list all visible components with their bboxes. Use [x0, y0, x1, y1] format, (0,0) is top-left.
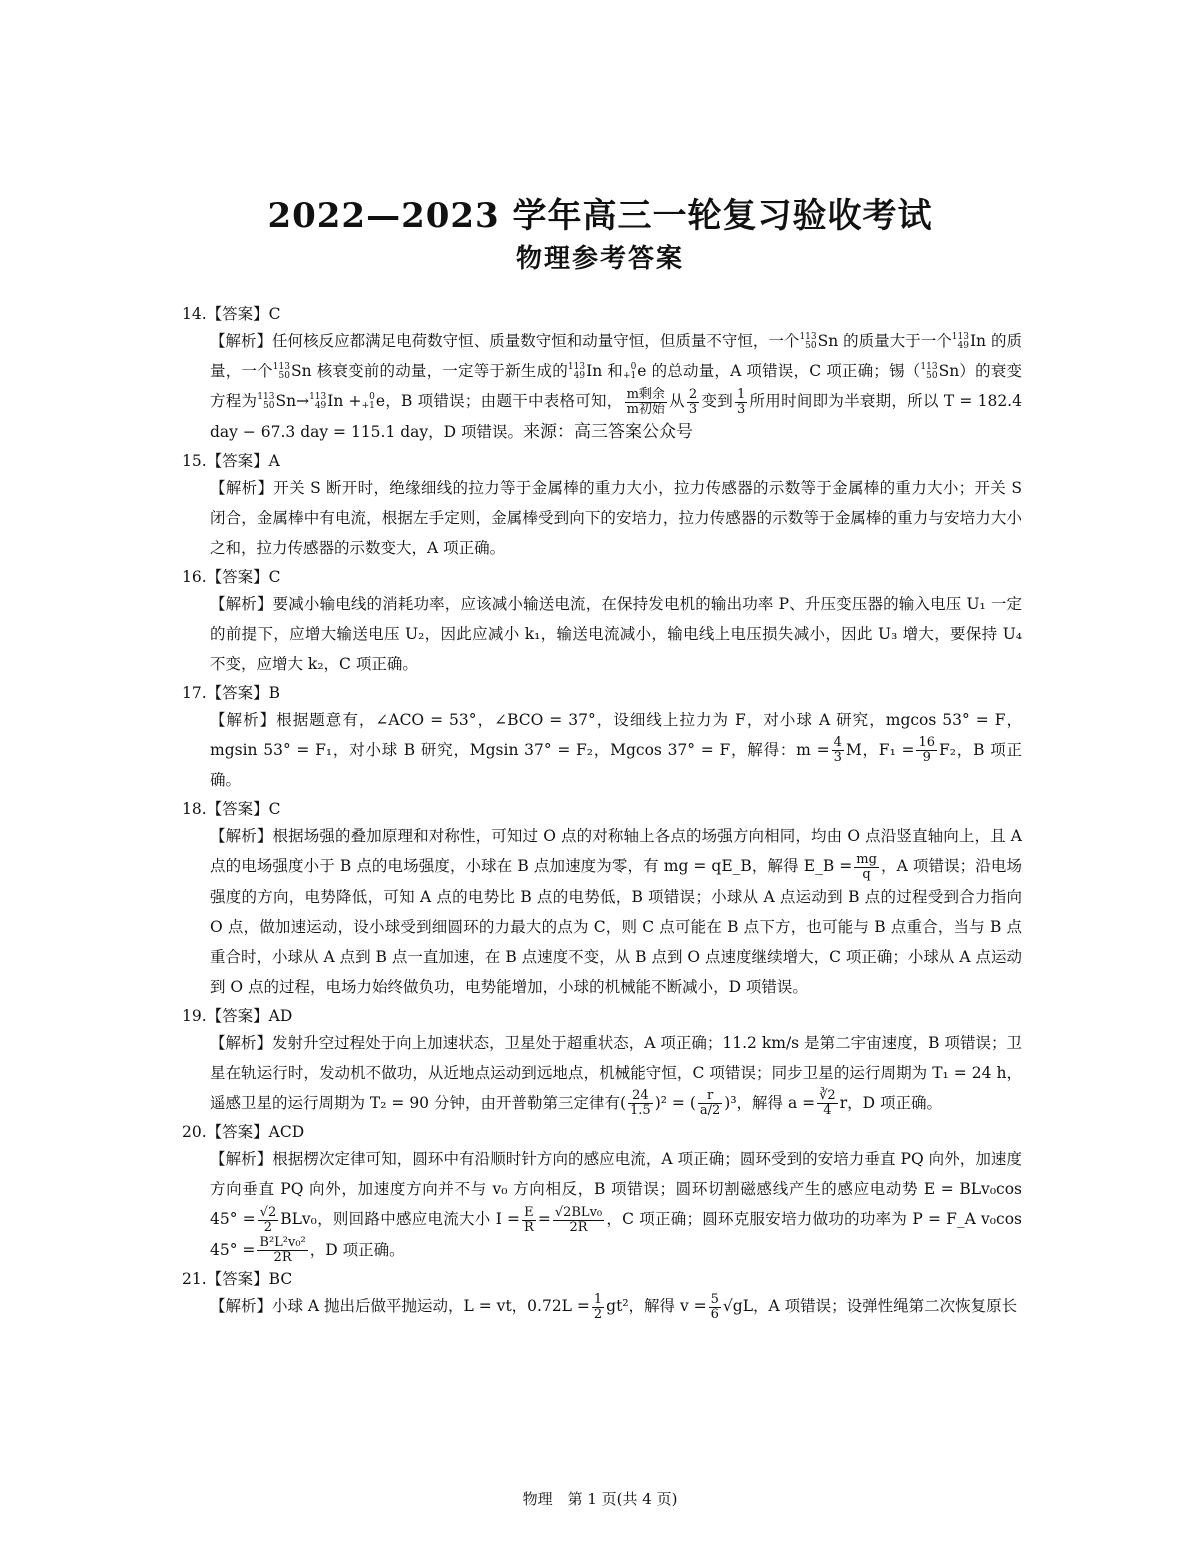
- question-14-answer: 14.【答案】C: [182, 305, 281, 323]
- question-15-analysis: 【解析】开关 S 断开时，绝缘细线的拉力等于金属棒的重力大小，拉力传感器的示数等于金属棒的重力大小；开关 S 闭合，金属棒中有电流，根据左手定则，金属棒受到向下的安培力，拉力传感器的示数等于金属棒的重力与安培力大小之和，拉力传感器的示数变大，A 项正确。: [210, 478, 1022, 557]
- page-subtitle: 物理参考答案: [515, 244, 684, 274]
- question-17-analysis: 【解析】根据题意有，∠ACO = 53°，∠BCO = 37°，设细线上拉力为 F，对小球 A 研究，mgcos 53° = F，mgsin 53° = F₁，对小球 B 研究，Mgsin 37° = F₂，Mgcos 37° = F，解得：m = $\frac{4}{3}$ M，F₁ = $\frac{16}{9}$ F₂，B 项正确。: [210, 710, 1022, 789]
- answer-content: [182, 300, 1022, 1322]
- question-21-analysis: 【解析】小球 A 抛出后做平抛运动，L = vt，0.72L = $\frac{1}{2}$ gt²，解得 v = $\frac{5}{6}$ √gL，A 项错误；设弹性绳第二次恢复原长: [210, 1291, 1018, 1322]
- question-17-answer: 17.【答案】B: [182, 683, 281, 702]
- question-18-answer: 18.【答案】C: [182, 800, 281, 818]
- question-18-analysis: 【解析】根据场强的叠加原理和对称性，可知过 O 点的对称轴上各点的场强方向相同，均由 O 点沿竖直轴向上，且 A 点的电场强度小于 B 点的电场强度，小球在 B 点加速度为零，有 mg = qE_B，解得 E_B = $\frac{mg}{q}$ ，A 项错误；沿电场强度的方向，电势降低，可知 A 点的电势比 B 点的电势低，B 项错误；小球从 A 点运动到 B 点的过程受到合力指向 O 点，做加速运动，设小球受到细圆环的力最大的点为 C，则 C 点可能在 B 点下方，也可能与 B 点重合，当与 B 点重合时，小球从 A 点到 B 点一直加速，在 B 点速度不变，从 B 点到 O 点速度继续增大，C 项正确；小球从 A 点运动到 O 点的过程，电场力始终做负功，电势能增加，小球的机械能不断减小，D 项错误。: [210, 827, 1022, 996]
- question-14-analysis: 【解析】任何核反应都满足电荷数守恒、质量数守恒和动量守恒，但质量不守恒，一个 113 50 Sn 的质量大于一个 113 49 In 的质量，一个 113 50 Sn 核衰变前的动量，一定等于新生成的 113 49 In 和 0 +1 e 的总动量，A 项错误，C 项正确；锡（ 113 50 Sn）的衰变方程为 113 50 Sn→ 113 49 In + 0 +1 e，B 项错误；由题干中表格可知， $\frac{\text{m剩余}}{\text{m初始}}$ 从 $\frac{2}{3}$ 变到 $\frac{1}{3}$ 所用时间即为半衰期，所以 T = 182.4 day − 67.3 day = 115.1 day，D 项错误。来源：高三答案公众号: [210, 332, 1022, 442]
- question-15-answer: 15.【答案】A: [182, 451, 280, 470]
- positron-nuclide: 0 +1: [623, 362, 637, 381]
- question-19-answer: 19.【答案】AD: [182, 1006, 293, 1025]
- question-20-analysis: 【解析】根据楞次定律可知，圆环中有沿顺时针方向的感应电流，A 项正确；圆环受到的安培力垂直 PQ 向外，加速度方向垂直 PQ 向外，加速度方向并不与 v₀ 方向相反，B 项错误；圆环切割磁感线产生的感应电动势 E = BLv₀cos 45° = $\frac{√2}{2}$ BLv₀，则回路中感应电流大小 I = $\frac{E}{R}$ = $\frac{\text{√2BLv₀}}{2R}$ ，C 项正确；圆环克服安培力做功的功率为 P = F_A v₀cos 45° = $\frac{\text{B²L²v₀²}}{2R}$ ，D 项正确。: [210, 1150, 1022, 1265]
- source-note: 来源：高三答案公众号: [523, 421, 694, 442]
- question-19-analysis: 【解析】发射升空过程处于向上加速状态，卫星处于超重状态，A 项正确；11.2 km/s 是第二宇宙速度，B 项错误；卫星在轨运行时，发动机不做功，从近地点运动到远地点，机械能守恒，C 项错误；同步卫星的运行周期为 T₁ = 24 h，遥感卫星的运行周期为 T₂ = 90 分钟，由开普勒第三定律有( $\frac{24}{1.5}$ )² = ( $\frac{r}{a/2}$ )³，解得 a = $\frac{∛2}{4}$ r，D 项正确。: [210, 1033, 1022, 1118]
- sn-nuclide: 113 50: [799, 332, 817, 351]
- page-title: 2022—2023 学年高三一轮复习验收考试: [267, 196, 933, 236]
- in-nuclide: 113 49: [951, 332, 969, 351]
- question-16-answer: 16.【答案】C: [182, 567, 281, 586]
- question-20-answer: 20.【答案】ACD: [182, 1123, 305, 1141]
- page-footer: 物理 第 1 页(共 4 页): [522, 1490, 678, 1508]
- mass-ratio-fraction: $\frac{\text{m剩余}}{\text{m初始}}$: [626, 386, 665, 417]
- question-16-analysis: 【解析】要减小输电线的消耗功率，应该减小输送电流，在保持发电机的输出功率 P、升压变压器的输入电压 U₁ 一定的前提下，应增大输送电压 U₂，因此应减小 k₁，输送电流减小，输电线上电压损失减小，因此 U₃ 增大，要保持 U₄ 不变，应增大 k₂，C 项正确。: [210, 594, 1022, 673]
- question-21-answer: 21.【答案】BC: [182, 1270, 293, 1288]
